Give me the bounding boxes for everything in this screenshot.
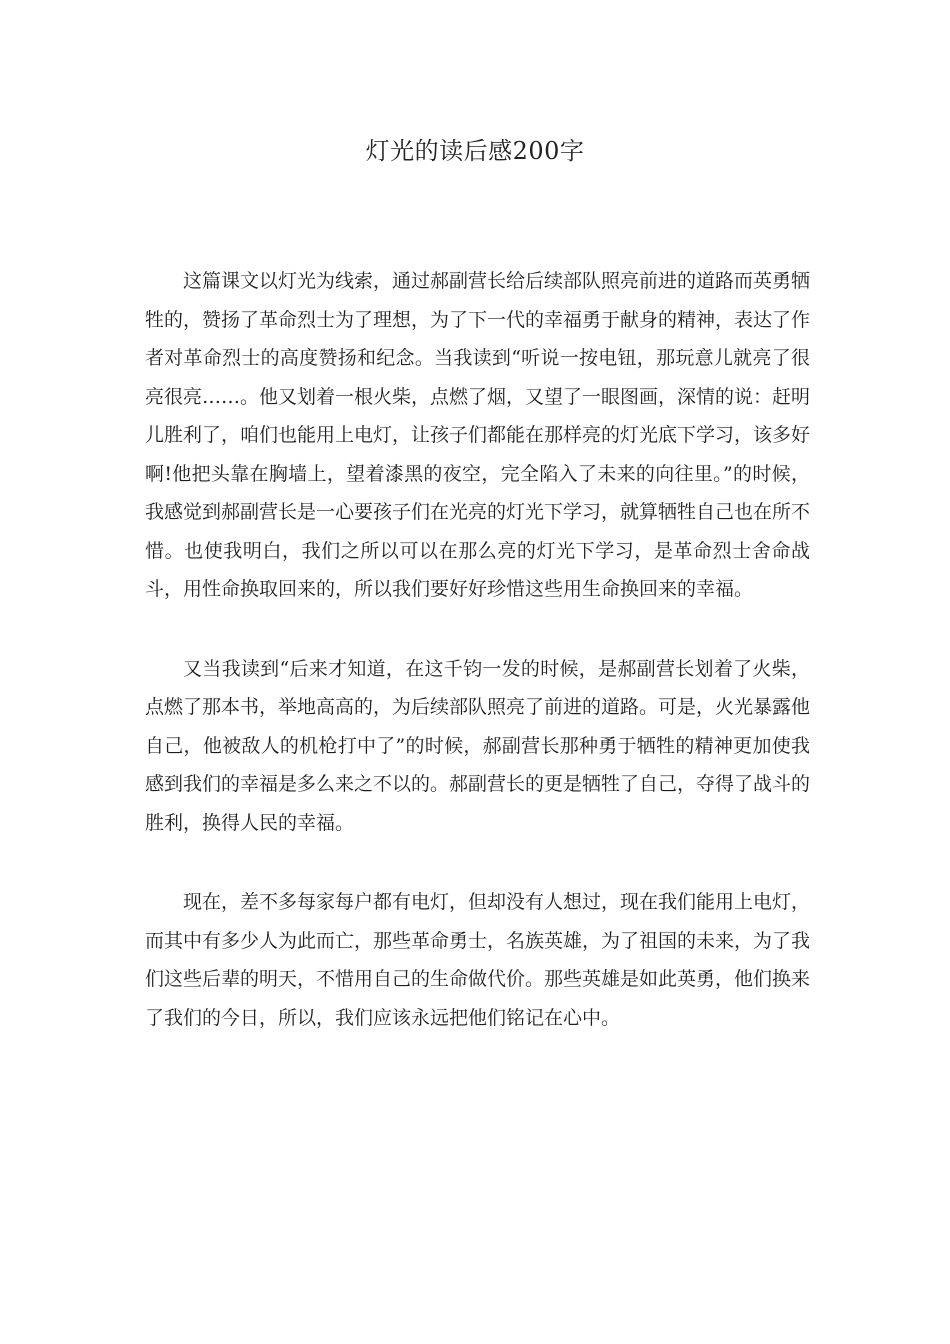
document-body bbox=[145, 262, 810, 1037]
paragraph-3: 现在，差不多每家每户都有电灯，但却没有人想过，现在我们能用上电灯，而其中有多少人为此而亡，那些革命勇士，名族英雄，为了祖国的未来，为了我们这些后辈的明天，不惜用自己的生命做代价。那些英雄是如此英勇，他们换来了我们的今日，所以，我们应该永远把他们铭记在心中。 bbox=[145, 891, 811, 1029]
document-title: 灯光的读后感200字 bbox=[365, 137, 585, 165]
paragraph-2: 又当我读到“后来才知道，在这千钧一发的时候，是郝副营长划着了火柴，点燃了那本书，举地高高的，为后续部队照亮了前进的道路。可是，火光暴露他自己，他被敌人的机枪打中了”的时候，郝副营长那种勇于牺牲的精神更加使我感到我们的幸福是多么来之不以的。郝副营长的更是牺牲了自己，夺得了战斗的胜利，换得人民的幸福。 bbox=[145, 657, 811, 834]
paragraph-1: 这篇课文以灯光为线索，通过郝副营长给后续部队照亮前进的道路而英勇牺牲的，赞扬了革命烈士为了理想，为了下一代的幸福勇于献身的精神，表达了作者对革命烈士的高度赞扬和纪念。当我读到“听说一按电钮，那玩意儿就亮了很亮很亮……。他又划着一根火柴，点燃了烟，又望了一眼图画，深情的说：赶明儿胜利了，咱们也能用上电灯，让孩子们都能在那样亮的灯光底下学习，该多好啊!他把头靠在胸墙上，望着漆黑的夜空，完全陷入了未来的向往里。”的时候，我感觉到郝副营长是一心要孩子们在光亮的灯光下学习，就算牺牲自己也在所不惜。也使我明白，我们之所以可以在那么亮的灯光下学习，是革命烈士舍命战斗，用性命换取回来的，所以我们要好好珍惜这些用生命换回来的幸福。 bbox=[145, 270, 811, 600]
